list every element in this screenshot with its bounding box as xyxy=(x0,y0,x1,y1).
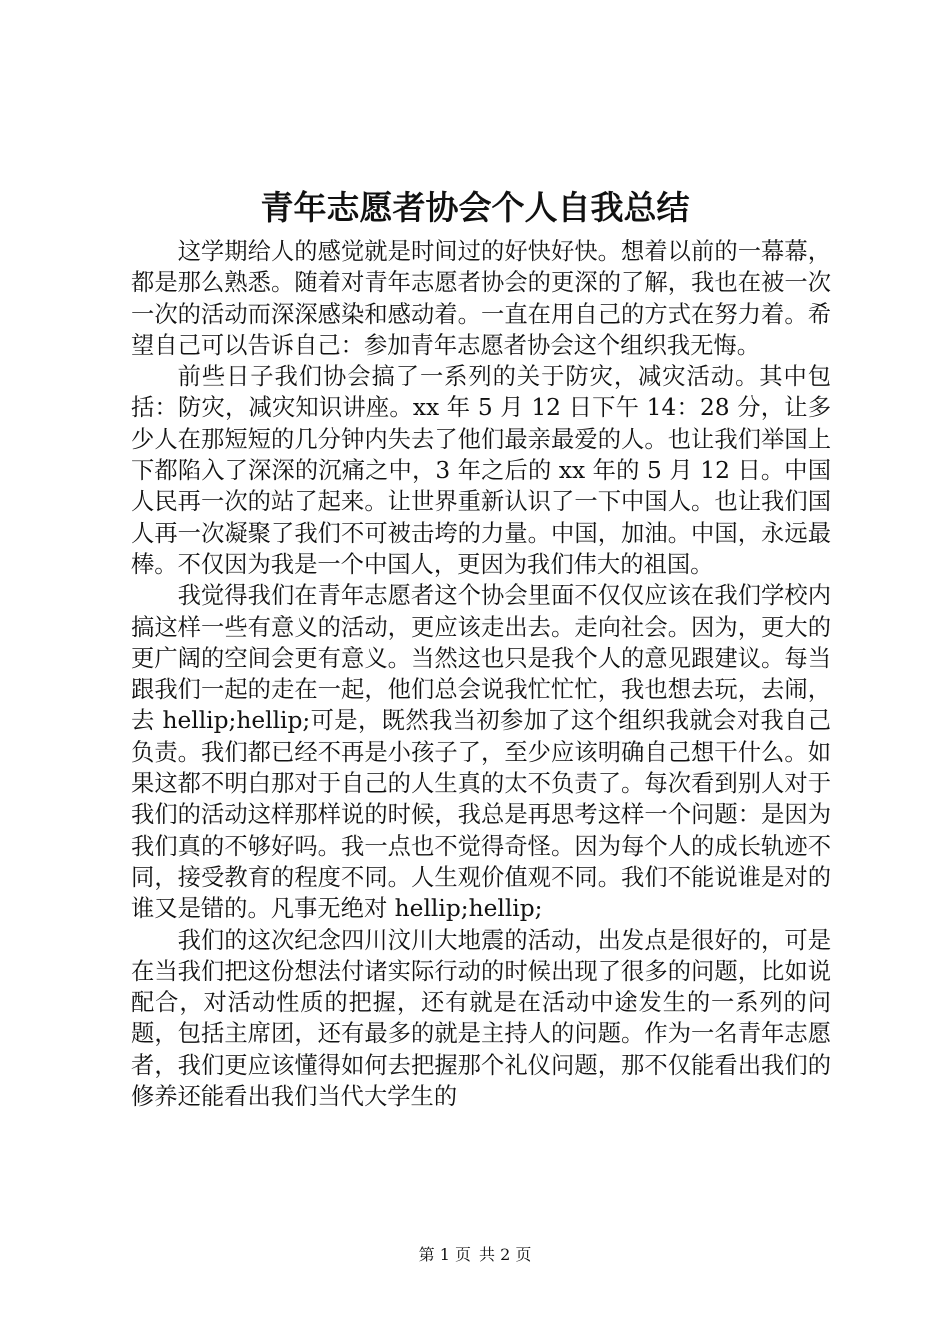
paragraph-3: 我觉得我们在青年志愿者这个协会里面不仅仅应该在我们学校内搞这样一些有意义的活动，更应该走出去。走向社会。因为，更大的更广阔的空间会更有意义。当然这也只是我个人的意见跟建议。每当跟我们一起的走在一起，他们总会说我忙忙忙，我也想去玩，去闹，去 hellip;hellip;可是，既然我当初参加了这个组织我就会对我自己负责。我们都已经不再是小孩子了，至少应该明确自己想干什么。如果这都不明白那对于自己的人生真的太不负责了。每次看到别人对于我们的活动这样那样说的时候，我总是再思考这样一个问题：是因为我们真的不够好吗。我一点也不觉得奇怪。因为每个人的成长轨迹不同，接受教育的程度不同。人生观价值观不同。我们不能说谁是对的谁又是错的。凡事无绝对 hellip;hellip; xyxy=(131,582,831,923)
document-title: 青年志愿者协会个人自我总结 xyxy=(260,188,690,227)
document-body xyxy=(131,236,831,1112)
page-number-current: 第 1 页 xyxy=(418,1245,471,1264)
page-footer xyxy=(0,1244,950,1266)
paragraph-2: 前些日子我们协会搞了一系列的关于防灾，减灾活动。其中包括：防灾，减灾知识讲座。xx 年 5 月 12 日下午 14：28 分，让多少人在那短短的几分钟内失去了他们最亲最爱的人。也让我们举国上下都陷入了深深的沉痛之中，3 年之后的 xx 年的 5 月 12 日。中国人民再一次的站了起来。让世界重新认识了一下中国人。也让我们国人再一次凝聚了我们不可被击垮的力量。中国，加油。中国，永远最棒。不仅因为我是一个中国人，更因为我们伟大的祖国。 xyxy=(131,363,831,578)
paragraph-1: 这学期给人的感觉就是时间过的好快好快。想着以前的一幕幕，都是那么熟悉。随着对青年志愿者协会的更深的了解，我也在被一次一次的活动而深深感染和感动着。一直在用自己的方式在努力着。希望自己可以告诉自己：参加青年志愿者协会这个组织我无悔。 xyxy=(131,238,831,359)
page-number-total: 共 2 页 xyxy=(479,1245,532,1264)
paragraph-4: 我们的这次纪念四川汶川大地震的活动，出发点是很好的，可是在当我们把这份想法付诸实际行动的时候出现了很多的问题，比如说配合，对活动性质的把握，还有就是在活动中途发生的一系列的问题，包括主席团，还有最多的就是主持人的问题。作为一名青年志愿者，我们更应该懂得如何去把握那个礼仪问题，那不仅能看出我们的修养还能看出我们当代大学生的 xyxy=(131,926,831,1111)
